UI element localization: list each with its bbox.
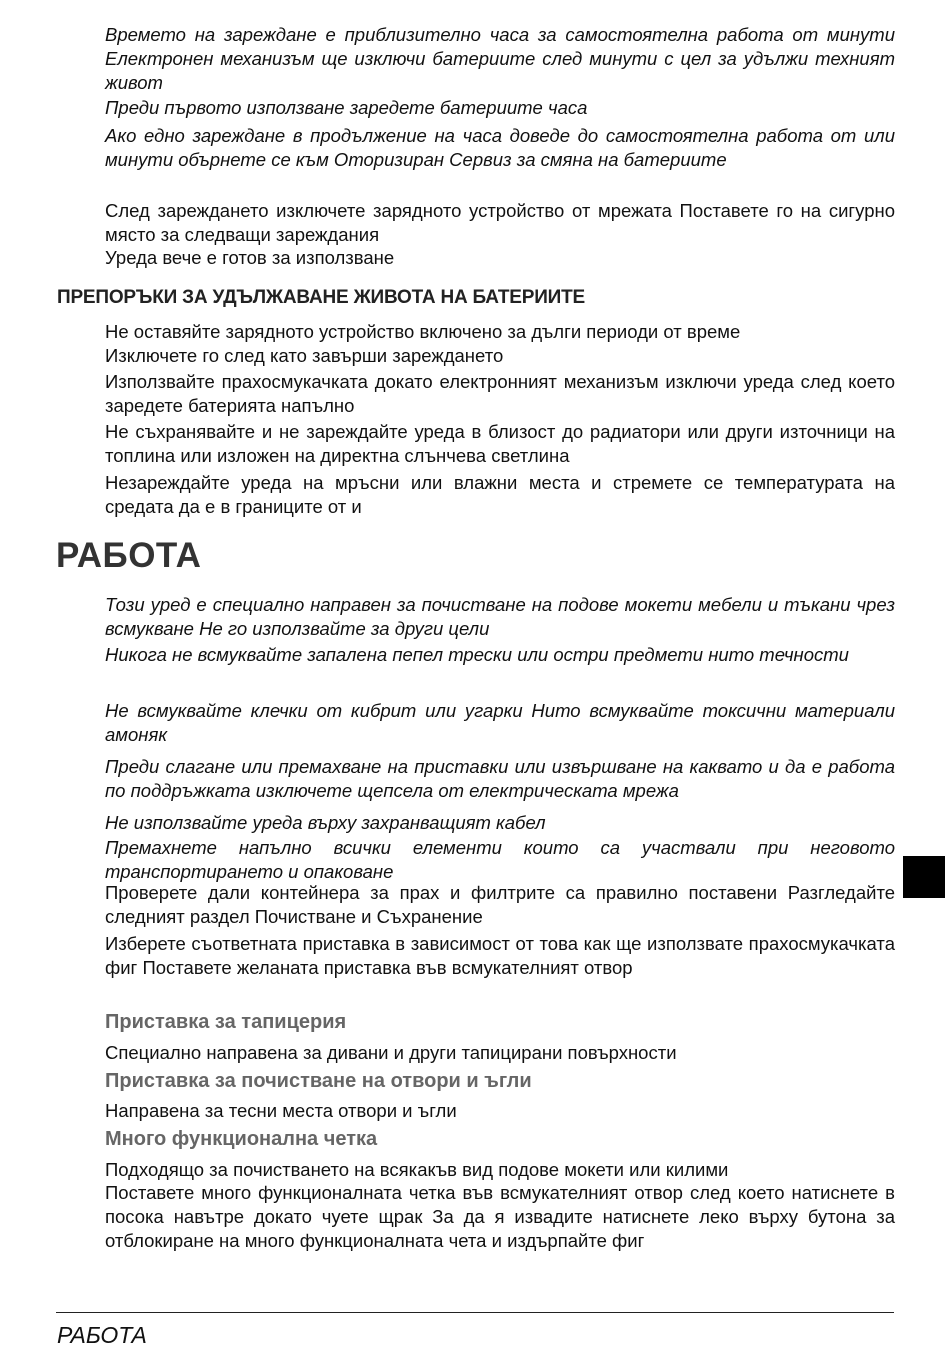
- warning-paragraph: Никога не всмуквайте запалена пепел трески или остри предмети нито течности: [105, 644, 849, 665]
- section-heading-operation: РАБОТА: [56, 536, 202, 575]
- paragraph-first-use: Преди първото използване заредете батериите часа: [105, 97, 588, 118]
- battery-tip: Изключете го след като завърши зареждането: [105, 345, 504, 366]
- warning-paragraph: Премахнете напълно всички елементи които са участвали при неговото транспортирането и опаковане: [105, 837, 895, 882]
- instruction-paragraph: Проверете дали контейнера за прах и филтрите са правилно поставени Разгледайте следният раздел Почистване и Съхранение: [105, 882, 895, 927]
- battery-tip: Не оставяйте зарядното устройство включено за дълги периоди от време: [105, 321, 741, 342]
- accessory-heading-crevice: Приставка за почистване на отвори и ъгли: [105, 1070, 532, 1092]
- warning-paragraph: Този уред е специално направен за почистване на подове мокети мебели и тъкани чрез всмукване Не го използвайте за други цели: [105, 594, 895, 639]
- accessory-heading-upholstery: Приставка за тапицерия: [105, 1011, 347, 1033]
- battery-tip: Незареждайте уреда на мръсни или влажни места и стремете се температурата на средата да е в границите от и: [105, 472, 895, 517]
- footer-divider: [56, 1312, 894, 1313]
- battery-tip: Не съхранявайте и не зареждайте уреда в близост до радиатори или други източници на топлина или изложен на директна слънчева светлина: [105, 421, 895, 466]
- paragraph-charging-time: Времето на зареждане е приблизително часа за самостоятелна работа от минути Електронен механизъм ще изключи батериите след минути с цел за удължи техният живот: [105, 24, 895, 93]
- section-heading-battery-life: ПРЕПОРЪКИ ЗА УДЪЛЖАВАНЕ ЖИВОТА НА БАТЕРИИТЕ: [57, 287, 586, 308]
- closing-paragraph: Поставете много функционалната четка във всмукателният отвор след което натиснете в посока навътре докато чуете щрак За да я извадите натиснете леко върху бутона за отблокиране на много функционалната чета и издърпайте фиг: [105, 1182, 895, 1251]
- warning-paragraph: Не използвайте уреда върху захранващият кабел: [105, 812, 546, 833]
- warning-paragraph: Преди слагане или премахване на приставки или извършване на каквато и да е работа по поддръжката изключете щепсела от електрическата мрежа: [105, 756, 895, 801]
- paragraph-after-charging: След зареждането изключете зарядното устройство от мрежата Поставете го на сигурно място за следващи зареждания: [105, 200, 895, 245]
- battery-tip: Използвайте прахосмукачката докато електронният механизъм изключи уреда след което заредете батерията напълно: [105, 371, 895, 416]
- instruction-paragraph: Изберете съответната приставка в зависимост от това как ще използвате прахосмукачката фиг Поставете желаната приставка във всмукателният отвор: [105, 933, 895, 978]
- accessory-description: Специално направена за дивани и други тапицирани повърхности: [105, 1042, 677, 1063]
- paragraph-battery-replacement: Ако едно зареждане в продължение на часа доведе до самостоятелна работа от или минути обърнете се към Оторизиран Сервиз за смяна на батериите: [105, 125, 895, 170]
- footer-section-label: РАБОТА: [57, 1322, 147, 1348]
- accessory-description: Подходящо за почистването на всякакъв вид подове мокети или килими: [105, 1159, 729, 1180]
- section-tab-marker: [903, 856, 945, 898]
- paragraph-ready: Уреда вече е готов за използване: [105, 247, 395, 268]
- accessory-description: Направена за тесни места отвори и ъгли: [105, 1100, 457, 1121]
- accessory-heading-multibrush: Много функционална четка: [105, 1128, 378, 1150]
- warning-paragraph: Не всмуквайте клечки от кибрит или угарки Нито всмуквайте токсични материали амоняк: [105, 700, 895, 745]
